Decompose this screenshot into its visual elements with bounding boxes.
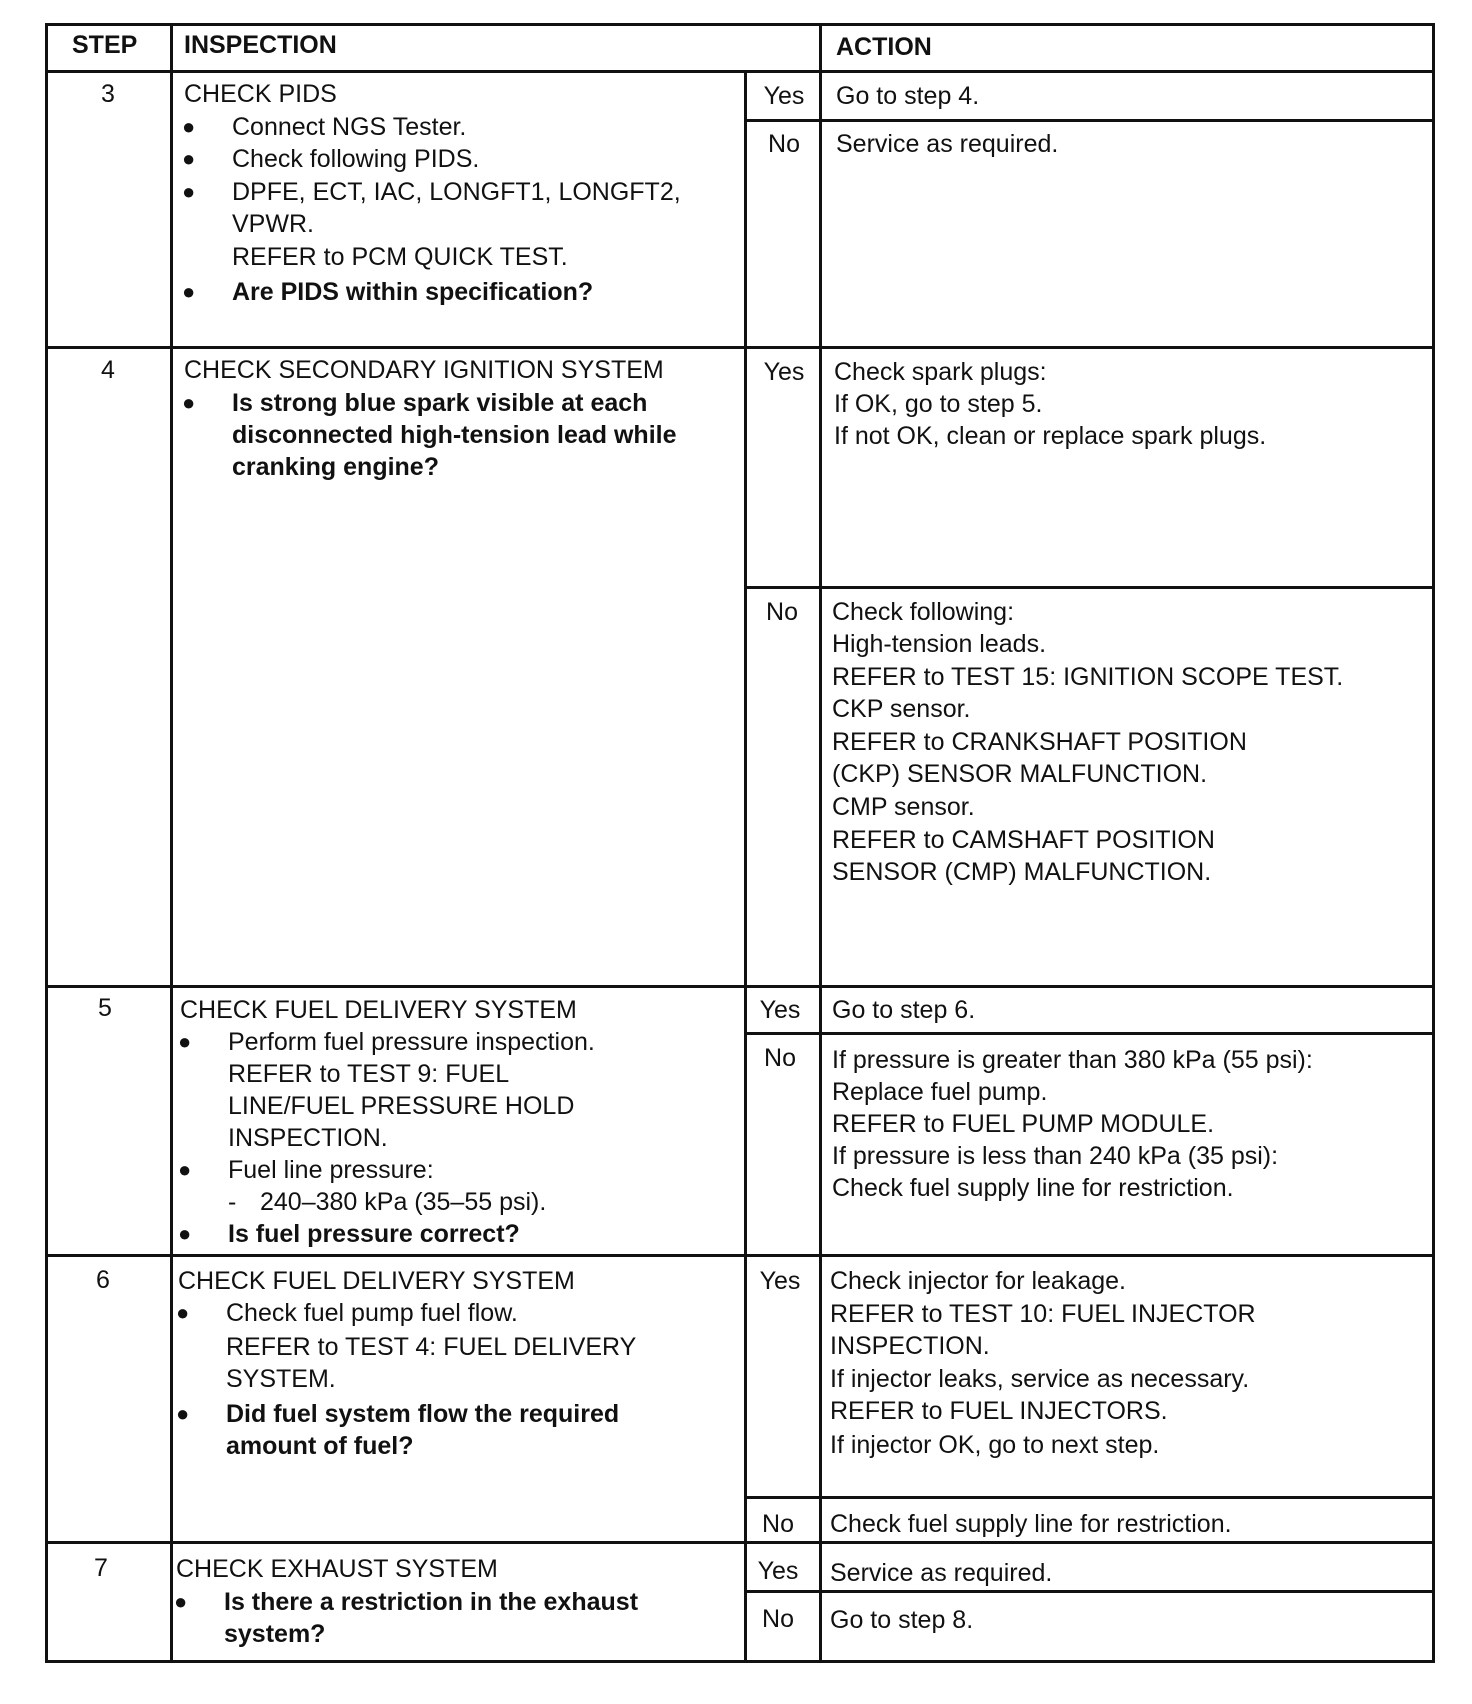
no-action: Check fuel supply line for restriction. — [830, 1510, 1232, 1538]
step-number: 6 — [96, 1266, 110, 1294]
action-line: REFER to FUEL PUMP MODULE. — [832, 1110, 1215, 1138]
no-label: No — [762, 1510, 794, 1538]
inspection-line: DPFE, ECT, IAC, LONGFT1, LONGFT2, — [232, 178, 681, 206]
header-action: ACTION — [836, 33, 932, 61]
action-line: If pressure is less than 240 kPa (35 psi): — [832, 1142, 1279, 1170]
bullet: ● — [174, 1589, 188, 1614]
action-line: SENSOR (CMP) MALFUNCTION. — [832, 858, 1212, 886]
action-line: If not OK, clean or replace spark plugs. — [834, 422, 1267, 450]
action-line: Check fuel supply line for restriction. — [832, 1174, 1234, 1202]
inspection-line: Connect NGS Tester. — [232, 113, 467, 141]
bullet: ● — [176, 1300, 190, 1325]
row-divider — [744, 1496, 1435, 1499]
bullet: ● — [182, 279, 196, 304]
action-line: CKP sensor. — [832, 695, 971, 723]
action-line: (CKP) SENSOR MALFUNCTION. — [832, 760, 1208, 788]
bullet: ● — [176, 1401, 190, 1426]
inspection-line: VPWR. — [232, 210, 314, 238]
inspection-line: 240–380 kPa (35–55 psi). — [260, 1188, 547, 1216]
inspection-question: Is there a restriction in the exhaust — [224, 1588, 639, 1616]
inspection-question: amount of fuel? — [226, 1432, 414, 1460]
no-label: No — [764, 1044, 796, 1072]
bullet: ● — [178, 1157, 192, 1182]
inspection-question: system? — [224, 1620, 326, 1648]
bullet: ● — [178, 1221, 192, 1246]
dash-marker: - — [228, 1188, 237, 1216]
yes-label: Yes — [759, 996, 801, 1024]
action-line: If pressure is greater than 380 kPa (55 psi): — [832, 1046, 1313, 1074]
action-line: If injector leaks, service as necessary. — [830, 1365, 1250, 1393]
action-line: Check following: — [832, 598, 1015, 626]
bullet: ● — [178, 1029, 192, 1054]
inspection-line: REFER to TEST 4: FUEL DELIVERY — [226, 1333, 637, 1361]
action-line: REFER to CAMSHAFT POSITION — [832, 826, 1215, 854]
no-action: Go to step 8. — [830, 1606, 974, 1634]
action-line: CMP sensor. — [832, 793, 975, 821]
action-line: If OK, go to step 5. — [834, 390, 1043, 418]
inspection-line: REFER to PCM QUICK TEST. — [232, 243, 568, 271]
row-divider — [45, 346, 1435, 349]
row-divider — [45, 985, 1435, 988]
bullet: ● — [182, 179, 196, 204]
action-line: REFER to TEST 10: FUEL INJECTOR — [830, 1300, 1256, 1328]
yes-label: Yes — [763, 82, 805, 110]
action-line: Check injector for leakage. — [830, 1267, 1126, 1295]
column-divider — [819, 23, 822, 1663]
inspection-line: Check following PIDS. — [232, 145, 480, 173]
row-divider — [744, 119, 1435, 122]
row-divider — [45, 70, 1435, 73]
action-line: Replace fuel pump. — [832, 1078, 1048, 1106]
bullet: ● — [182, 114, 196, 139]
step-number: 4 — [101, 356, 115, 384]
inspection-line: Fuel line pressure: — [228, 1156, 434, 1184]
action-line: REFER to CRANKSHAFT POSITION — [832, 728, 1247, 756]
inspection-line: SYSTEM. — [226, 1365, 336, 1393]
inspection-title: CHECK PIDS — [184, 80, 337, 108]
yes-label: Yes — [759, 1267, 801, 1295]
inspection-line: REFER to TEST 9: FUEL — [228, 1060, 510, 1088]
bullet: ● — [182, 146, 196, 171]
yes-label: Yes — [757, 1557, 799, 1585]
inspection-line: INSPECTION. — [228, 1124, 388, 1152]
row-divider — [744, 586, 1435, 589]
inspection-question: Is fuel pressure correct? — [228, 1220, 520, 1248]
action-line: INSPECTION. — [830, 1332, 990, 1360]
inspection-title: CHECK SECONDARY IGNITION SYSTEM — [184, 356, 664, 384]
column-divider — [744, 70, 747, 1663]
inspection-question: disconnected high-tension lead while — [232, 421, 677, 449]
inspection-line: LINE/FUEL PRESSURE HOLD — [228, 1092, 575, 1120]
row-divider — [744, 1032, 1435, 1035]
inspection-title: CHECK EXHAUST SYSTEM — [176, 1555, 498, 1583]
row-divider — [45, 1541, 1435, 1544]
step-number: 7 — [94, 1554, 108, 1582]
no-label: No — [762, 1605, 794, 1633]
no-label: No — [766, 598, 798, 626]
action-line: REFER to FUEL INJECTORS. — [830, 1397, 1168, 1425]
yes-label: Yes — [763, 358, 805, 386]
inspection-line: Check fuel pump fuel flow. — [226, 1299, 518, 1327]
header-step: STEP — [72, 31, 138, 59]
inspection-question: Did fuel system flow the required — [226, 1400, 620, 1428]
inspection-line: Perform fuel pressure inspection. — [228, 1028, 595, 1056]
row-divider — [45, 1254, 1435, 1257]
inspection-title: CHECK FUEL DELIVERY SYSTEM — [178, 1267, 575, 1295]
column-divider — [170, 23, 173, 1663]
header-inspection: INSPECTION — [184, 31, 337, 59]
action-line: High-tension leads. — [832, 630, 1047, 658]
action-line: If injector OK, go to next step. — [830, 1431, 1160, 1459]
yes-action: Go to step 6. — [832, 996, 976, 1024]
yes-action: Service as required. — [830, 1559, 1053, 1587]
inspection-question: cranking engine? — [232, 453, 439, 481]
inspection-question: Are PIDS within specification? — [232, 278, 594, 306]
action-line: REFER to TEST 15: IGNITION SCOPE TEST. — [832, 663, 1344, 691]
inspection-title: CHECK FUEL DELIVERY SYSTEM — [180, 996, 577, 1024]
bullet: ● — [182, 390, 196, 415]
yes-action: Go to step 4. — [836, 82, 980, 110]
step-number: 3 — [101, 80, 115, 108]
inspection-question: Is strong blue spark visible at each — [232, 389, 648, 417]
no-action: Service as required. — [836, 130, 1059, 158]
no-label: No — [768, 130, 800, 158]
step-number: 5 — [98, 994, 112, 1022]
action-line: Check spark plugs: — [834, 358, 1047, 386]
row-divider — [744, 1590, 1435, 1593]
